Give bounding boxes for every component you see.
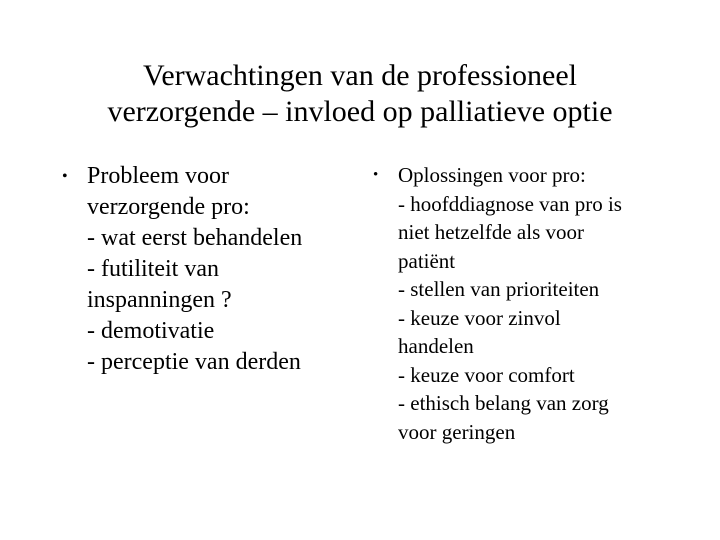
left-item-5: - perceptie van derden [87,349,301,375]
bullet-icon: • [373,167,379,183]
right-item-5: - keuze voor zinvol [398,305,561,330]
slide-title-line-1: Verwachtingen van de professioneel [142,59,577,92]
slide-title-line-2: verzorgende – invloed op palliatieve optie [107,95,613,128]
left-item-3: inspanningen ? [87,287,232,313]
left-item-4: - demotivatie [87,318,215,344]
right-item-7: - keuze voor comfort [398,362,575,387]
bullet-icon: • [62,168,68,185]
left-bullet-text [87,161,302,378]
left-bullet-item [62,161,362,378]
left-item-1: - wat eerst behandelen [87,225,303,251]
right-bullet-text [398,161,622,446]
right-item-3: patiënt [398,248,456,273]
left-heading-line-1: Probleem voor [87,163,229,189]
right-item-8: - ethisch belang van zorg [398,391,609,415]
right-heading-line-1: Oplossingen voor pro: [398,163,586,187]
left-item-2: - futiliteit van [87,256,219,282]
right-item-2: niet hetzelfde als voor [398,220,585,244]
right-item-1: - hoofddiagnose van pro is [398,191,622,216]
right-item-6: handelen [398,334,474,358]
left-heading-line-2: verzorgende pro: [87,194,250,220]
slide-title [40,58,680,130]
right-bullet-item [373,161,673,446]
left-column [62,161,362,378]
right-item-4: - stellen van prioriteiten [398,277,600,301]
right-column [373,161,673,446]
right-item-9: voor geringen [398,419,516,444]
